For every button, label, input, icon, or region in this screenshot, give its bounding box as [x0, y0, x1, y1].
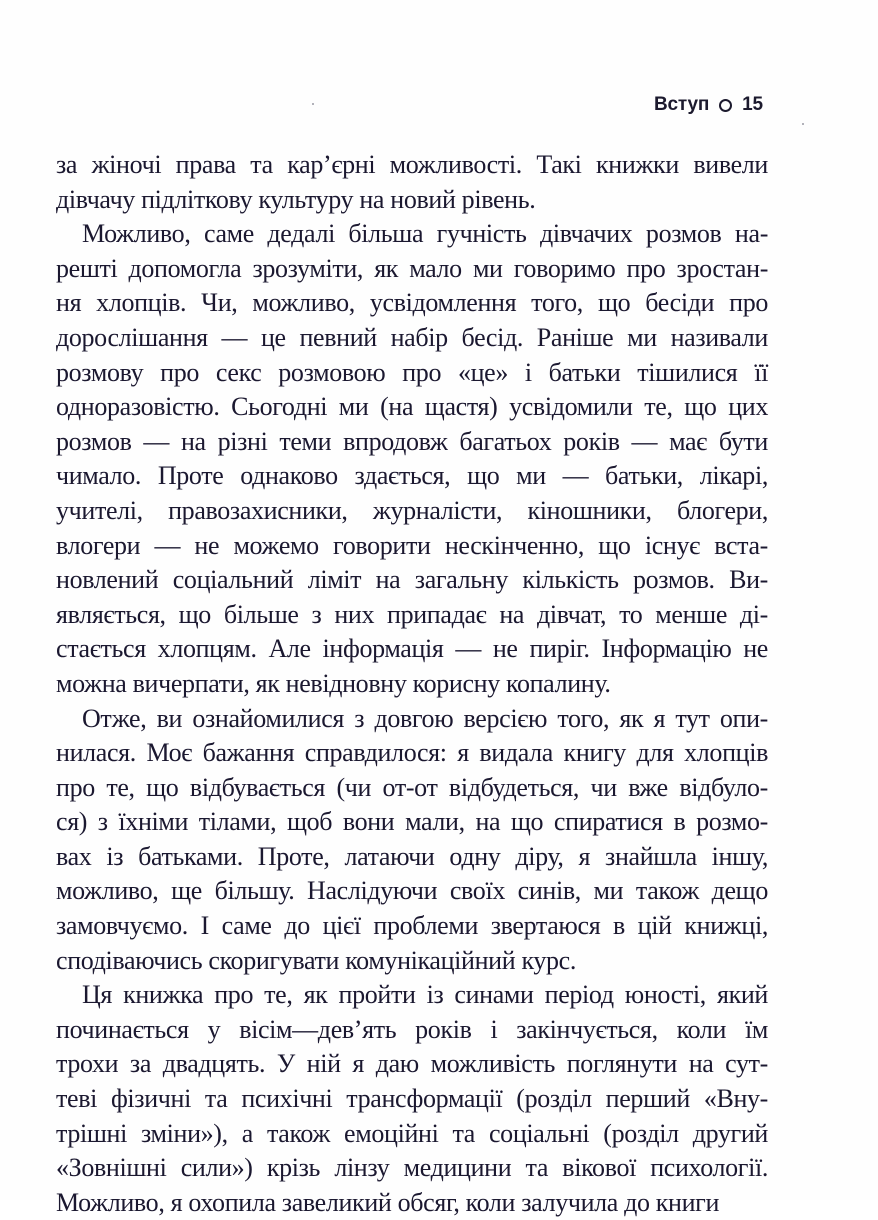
text-line: трішні зміни»), а також емоційні та соціальні (розділ другий: [56, 1118, 768, 1148]
text-line: дорослішання — це певний набір бесід. Раніше ми називали: [56, 322, 768, 352]
text-line: Отже, ви ознайомилися з довгою версією того, як я тут опи-: [82, 703, 768, 733]
text-line: можна вичерпати, як невідновну корисну копалину.: [56, 668, 611, 698]
text-line: замовчуємо. І саме до цієї проблеми звертаюся в цій книжці,: [56, 911, 768, 941]
paragraph: [56, 148, 768, 217]
text-line: Можливо, саме дедалі більша гучність дівчачих розмов на-: [82, 219, 768, 249]
text-line: влогери — не можемо говорити нескінченно, що існує вста-: [56, 530, 768, 560]
text-line: являється, що більше з них припадає на дівчат, то менше ді-: [56, 599, 768, 629]
text-line: про те, що відбувається (чи от-от відбудеться, чи вже відбуло-: [56, 772, 768, 802]
body-text: [56, 148, 768, 1220]
text-line: теві фізичні та психічні трансформації (розділ перший «Вну-: [56, 1084, 768, 1114]
scan-speck: [802, 123, 804, 125]
text-line: сподіваючись скоригувати комунікаційний курс.: [56, 945, 576, 975]
text-line: нилася. Моє бажання справдилося: я видала книгу для хлопців: [56, 738, 768, 768]
text-line: новлений соціальний ліміт на загальну кількість розмов. Ви-: [56, 565, 768, 595]
text-line: можливо, ще більшу. Наслідуючи своїх синів, ми також дещо: [56, 876, 768, 906]
text-line: за жіночі права та кар’єрні можливості. Такі книжки вивели: [56, 150, 768, 179]
text-line: «Зовнішні сили») крізь лінзу медицини та вікової психології.: [56, 1153, 768, 1183]
text-line: ся) з їхніми тілами, щоб вони мали, на що спиратися в розмо-: [56, 807, 768, 837]
text-line: Ця книжка про те, як пройти із синами період юності, який: [82, 980, 768, 1010]
text-line: вах із батьками. Проте, латаючи одну діру, я знайшла іншу,: [56, 841, 768, 871]
scan-speck: [312, 103, 314, 105]
text-line: розмову про секс розмовою про «це» і батьки тішилися її: [56, 357, 768, 387]
paragraph: [56, 978, 768, 1220]
section-title: Вступ: [654, 94, 710, 115]
text-line: дівчачу підліткову культуру на новий рівень.: [56, 184, 536, 214]
running-head: [654, 94, 763, 116]
text-line: трохи за двадцять. У ній я даю можливість поглянути на сут-: [56, 1049, 768, 1079]
text-line: розмов — на різні теми впродовж багатьох років — має бути: [56, 426, 768, 456]
text-line: решті допомогла зрозуміти, як мало ми говоримо про зростан-: [56, 253, 768, 283]
text-line: одноразовістю. Сьогодні ми (на щастя) усвідомили те, що цих: [56, 392, 768, 422]
text-line: Можливо, я охопила завеликий обсяг, коли залучила до книги: [56, 1187, 720, 1217]
text-line: чимало. Проте однаково здається, що ми — батьки, лікарі,: [56, 461, 768, 491]
text-line: учителі, правозахисники, журналісти, кіношники, блогери,: [56, 495, 768, 525]
paragraph: [56, 702, 768, 979]
text-line: стається хлопцям. Але інформація — не пиріг. Інформацію не: [56, 634, 768, 664]
circle-icon: [719, 99, 732, 112]
text-line: починається у вісім—дев’ять років і закінчується, коли їм: [56, 1014, 768, 1044]
paragraph: [56, 217, 768, 701]
page-number: 15: [742, 94, 763, 115]
text-line: ня хлопців. Чи, можливо, усвідомлення того, що бесіди про: [56, 288, 768, 318]
